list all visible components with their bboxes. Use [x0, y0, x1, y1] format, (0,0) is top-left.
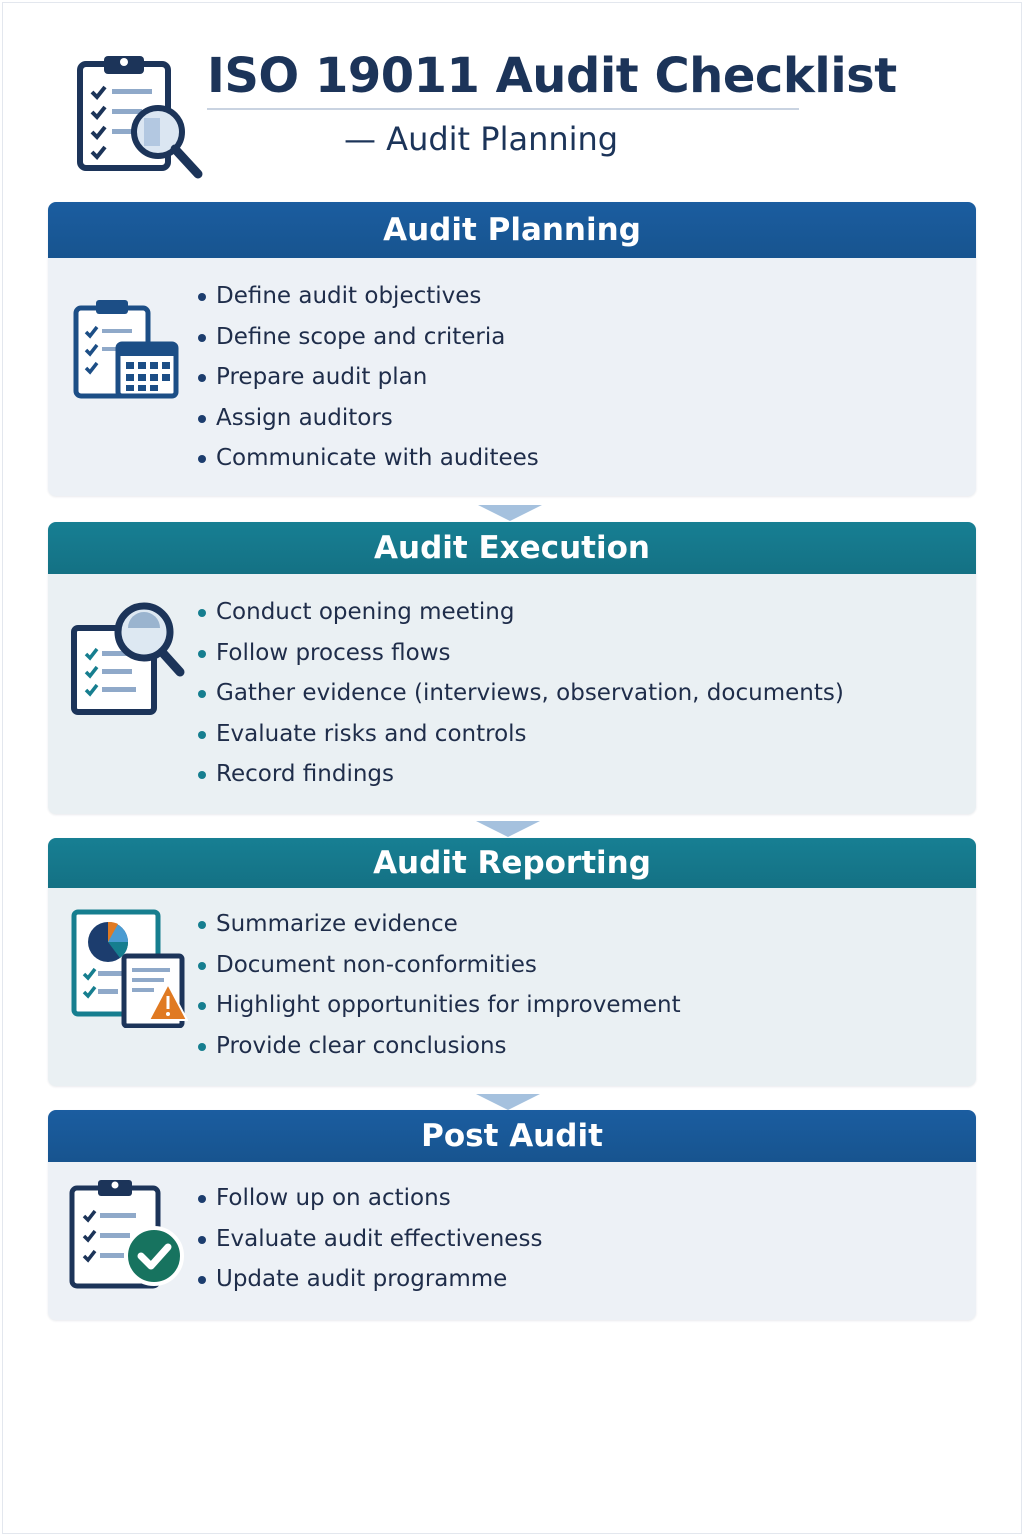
bullet	[198, 921, 206, 929]
item-label: Gather evidence (interviews, observation, documents)	[216, 680, 844, 706]
item-label: Evaluate audit effectiveness	[216, 1225, 543, 1252]
item-label: Define audit objectives	[216, 283, 482, 309]
clipboard-magnifier-icon	[68, 598, 188, 718]
list-item	[196, 945, 681, 986]
section-post-audit	[48, 1110, 976, 1320]
bullet	[198, 455, 206, 463]
list-item	[196, 592, 844, 633]
item-label: Record findings	[216, 761, 394, 787]
flow-arrow	[476, 1094, 540, 1110]
list-item	[196, 1219, 542, 1260]
section-header: Audit Reporting	[48, 838, 976, 888]
bullet	[198, 690, 206, 698]
item-label: Evaluate risks and controls	[216, 720, 527, 747]
bullet	[198, 1002, 206, 1010]
page-title: ISO 19011 Audit Checklist	[207, 48, 897, 104]
item-label: Update audit programme	[216, 1266, 508, 1292]
item-label: Follow up on actions	[216, 1185, 451, 1211]
item-label: Highlight opportunities for improvement	[216, 992, 681, 1018]
list-item	[196, 1259, 542, 1300]
list-item	[196, 317, 539, 358]
list-item	[196, 714, 844, 755]
list-item	[196, 673, 844, 714]
section-header: Audit Execution	[48, 522, 976, 574]
list-item	[196, 276, 539, 317]
section-audit-reporting	[48, 838, 976, 1086]
item-label: Define scope and criteria	[216, 323, 506, 350]
bullet	[198, 731, 206, 739]
section-header: Post Audit	[48, 1110, 976, 1162]
bullet	[198, 962, 206, 970]
list-item	[196, 438, 539, 479]
clipboard-calendar-icon	[68, 294, 188, 414]
list-item	[196, 754, 844, 795]
section-audit-execution	[48, 522, 976, 814]
clipboard-check-icon	[68, 1176, 188, 1296]
report-chart-warning-icon	[68, 908, 188, 1028]
list-item	[196, 904, 681, 945]
section-header: Audit Planning	[48, 202, 976, 258]
section-audit-planning	[48, 202, 976, 496]
list-item	[196, 398, 539, 439]
item-label: Conduct opening meeting	[216, 599, 515, 625]
bullet	[198, 334, 206, 342]
flow-arrow	[478, 505, 542, 521]
title-divider	[207, 108, 799, 110]
bullet	[198, 1195, 206, 1203]
clipboard-magnifier-icon	[74, 52, 206, 184]
flow-arrow	[476, 821, 540, 837]
bullet	[198, 1276, 206, 1284]
checklist	[196, 904, 681, 1066]
item-label: Follow process flows	[216, 639, 451, 666]
bullet	[198, 293, 206, 301]
list-item	[196, 1026, 681, 1067]
bullet	[198, 1236, 206, 1244]
list-item	[196, 633, 844, 674]
list-item	[196, 985, 681, 1026]
item-label: Communicate with auditees	[216, 445, 539, 471]
item-label: Document non-conformities	[216, 951, 537, 978]
item-label: Assign auditors	[216, 404, 393, 431]
bullet	[198, 650, 206, 658]
page-subtitle: — Audit Planning	[344, 120, 619, 158]
bullet	[198, 1043, 206, 1051]
checklist	[196, 276, 539, 479]
bullet	[198, 415, 206, 423]
list-item	[196, 357, 539, 398]
list-item	[196, 1178, 542, 1219]
bullet	[198, 609, 206, 617]
item-label: Provide clear conclusions	[216, 1032, 507, 1059]
bullet	[198, 771, 206, 779]
checklist	[196, 592, 844, 795]
checklist	[196, 1178, 542, 1300]
bullet	[198, 374, 206, 382]
item-label: Prepare audit plan	[216, 364, 428, 390]
item-label: Summarize evidence	[216, 911, 458, 937]
